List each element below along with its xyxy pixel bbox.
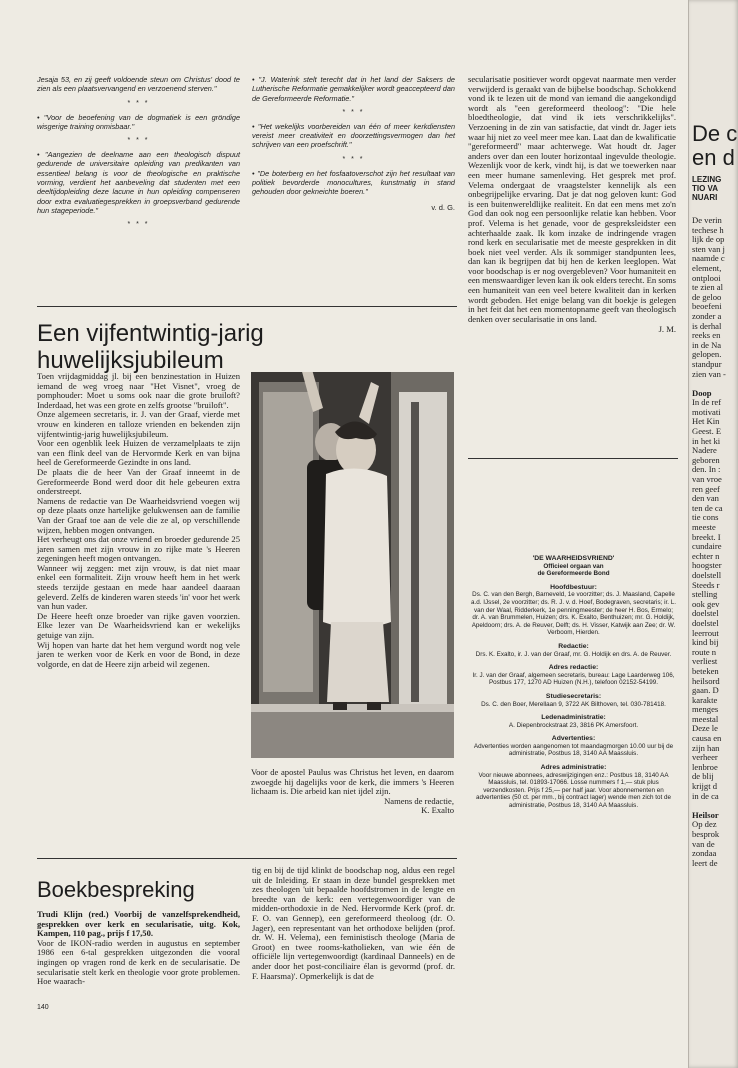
next-page-line: reeks en (692, 330, 721, 341)
quote: Jesaja 53, en zij geeft voldoende steun om Christus' dood te zien als een plaatsvervangend en verzoenend sterven." (37, 75, 240, 94)
colophon-heading: Studiesecretaris: (545, 692, 602, 700)
review-column-2 (252, 866, 455, 981)
colophon-heading: Adres administratie: (540, 764, 607, 772)
column-1-quotes (37, 75, 240, 234)
jubilee-article (37, 372, 240, 669)
quote: • "Aangezien de deelname aan een theologisch dispuut gedurende de universitaire opleiding van predikanten van essentieel belang is voor de theologische en praktische vorming, verdient het aanbeveling dat studenten met een deeltijdopleiding deze lacune in hun opleiding compenseren door extra evaluatiegesprekken in groepsverband gedurende hun stageperiode." (37, 150, 240, 215)
next-page-line: ontplooi (692, 272, 721, 283)
next-page-line: Nadere (692, 445, 717, 456)
caption-signature-name: K. Exalto (421, 805, 454, 816)
signature: J. M. (658, 324, 676, 335)
next-page-line: ook gev (692, 598, 720, 609)
next-page-line: krijgt d (692, 781, 718, 792)
review-text: Voor de IKON-radio werden in augustus en september 1986 een 6-tal gesprekken uitgezonden die vooral ingingen op vragen rond de kerk en de secularisatie. De secularisatie stelt kerk en theologie voor grote problemen. Hoe waarach- (37, 937, 240, 987)
next-page-line: doelstel (692, 617, 719, 628)
paragraph: Wij hopen van harte dat het hem vergund wordt nog vele jaren te werken voor de Kerk en voor de Bond, in deze volgorde, en dat de Heere zijn arbeid wil zegenen. (37, 639, 240, 669)
next-page-line: standpur (692, 358, 722, 369)
separator-stars: * * * (127, 221, 150, 229)
colophon-subtitle: Officieel orgaan van (543, 562, 604, 570)
next-page-line: zonder a (692, 310, 722, 321)
next-page-line: naamde c (692, 253, 725, 264)
next-page-line: tie cons (692, 512, 719, 523)
next-page-line: van de (692, 838, 715, 849)
next-page-line: kind bij (692, 637, 719, 648)
separator-stars: * * * (127, 137, 150, 145)
quote: • "De boterberg en het fosfaatoverschot zijn het resultaat van politiek bevorderde monocultures, kunstmatig in stand gehouden door gekneichte boeren." (252, 168, 455, 197)
review-title: Boekbespreking (37, 877, 195, 902)
next-page-line: de geloo (692, 291, 722, 302)
next-page-line: doelstell (692, 569, 722, 580)
next-page-line: den. In : (692, 464, 721, 475)
next-page-line: leert de (692, 857, 718, 868)
next-page-line: heilsord (692, 675, 720, 686)
next-page-line: lijk de op (692, 234, 725, 245)
colophon-heading: Advertenties: (551, 735, 596, 743)
colophon-text: Voor nieuwe abonnees, adreswijzigingen enz.: Postbus 18, 3140 AA Maassluis, tel. 01893-17066. Losse nummers f 1,— stuk plus verzendkosten. Prijs f 25,— per half jaar. Voor abonnementen en advertenties (50 ct. per mm., bij contract lager) wende men zich tot de administratie, Postbus 18, 3140 AA Maassluis. (476, 771, 671, 810)
next-page-line: gaan. D (692, 685, 719, 696)
next-page-line: Doop (692, 387, 712, 398)
paragraph: De plaats die de heer Van der Graaf inneemt in de Gereformeerde Bond werd door dit hele gebeuren extra onderstreept. (37, 466, 240, 497)
review-text: tig en bij de tijd klinkt de boodschap nog, aldus een regel uit de Inleiding. Er staan in deze bundel gesprekken met zes theologen 'uit bepaalde hoofdstromen in de lengte en breedte van de kerk: een vertegenwoordiger van de midden-orthodoxie in de Ned. Hervormde Kerk (prof. dr. F. O. van Gennep), een gereformeerd theoloog (dr. O. Jager), een representant van het orthodoxe belijden (prof. dr. W. H. Velema), een feministisch theologe (Maria de Groot) en twee rooms-katholieken, van wie één de officiële lijn vertegenwoordigt (kardinaal Danneels) en de ander door het post-conciliaire élan is gevormd (prof. dr. F. Haarsma)'. Opmerkelijk is dat de (252, 865, 455, 981)
next-page-line: te zien al (692, 282, 724, 293)
column-3-article (468, 75, 676, 334)
next-page-line: echter n (692, 550, 720, 561)
next-page-line: lenbroe (692, 761, 718, 772)
next-page-line: route n (692, 646, 717, 657)
next-page-line: techese h (692, 224, 724, 235)
next-page-line: karakte (692, 694, 718, 705)
review-column-1 (37, 910, 240, 987)
next-page-line: beoefeni (692, 301, 722, 312)
next-page-line: verheer (692, 752, 718, 763)
colophon-heading: Hoofdbestuur: (550, 583, 597, 591)
next-page-line: geboren (692, 454, 720, 465)
colophon-text: Ir. J. van der Graaf, algemeen secretaris, bureau: Lage Laarderweg 106, Postbus 177, 1270 AD Huizen (N.H.), telefoon 02152-54199. (472, 671, 675, 687)
separator-stars: * * * (342, 108, 365, 116)
next-page-line: de blij (692, 771, 714, 782)
colophon-heading: Adres redactie: (548, 664, 599, 672)
next-page-subtitle: NUARI (692, 193, 718, 202)
colophon-subtitle: de Gereformeerde Bond (537, 570, 610, 578)
colophon-title: 'DE WAARHEIDSVRIEND' (532, 555, 615, 562)
next-page-line: verliest (692, 656, 718, 667)
paragraph: De Heere heeft onze broeder van rijke gaven voorzien. Elke lezer van De Waarheidsvriend kan er wekelijks getuige van zijn. (37, 610, 240, 641)
paragraph: Onze algemeen secretaris, ir. J. van der Graaf, vierde met vrouw en kinderen en talloze vrienden en bekenden zijn vijfentwintig-jarig huwelijksjubileum. (37, 409, 240, 439)
next-page-body (692, 216, 738, 868)
separator-stars: * * * (342, 155, 365, 163)
caption-signature-line: Namens de redactie, (384, 795, 454, 806)
next-page-line: Geest. E (692, 426, 722, 437)
next-page-line: is derhal (692, 320, 722, 331)
paragraph: Toen vrijdagmiddag jl. bij een benzinestation in Huizen iemand de weg vroeg naar "Het Visnet", vroeg de pomphouder: Moet u soms ook naar die grote bruiloft? Inderdaad, het was een grote en zelfs grootse "bruiloft". (37, 371, 240, 410)
next-page-line: gelopen. (692, 349, 722, 360)
next-page-line: cundaire (692, 541, 722, 552)
paragraph: Wanneer wij zeggen: met zijn vrouw, is dat niet maar enkel een formaliteit. Zijn vrouw heeft hem in het werk steeds terzijde gestaan en mede haar aandeel daaraan geleverd. Zelfs de kinderen waren steeds 'in' voor het werk van hun vader. (37, 562, 240, 612)
next-page-line: Heilsor (692, 809, 719, 820)
next-page-line: besprok (692, 829, 720, 839)
colophon-text: Drs. K. Exalto, ir. J. van der Graaf, mr. G. Holdijk en drs. A. de Reuver. (475, 650, 672, 658)
review-heading: Trudi Klijn (red.) Voorbij de vanzelfsprekendheid, gesprekken over kerk en secularisatie, uitg. Kok, Kampen, 110 pag., prijs f 17,50. (37, 909, 240, 939)
colophon-heading: Ledenadministratie: (541, 714, 606, 722)
next-page-line: De verin (692, 216, 722, 225)
next-page-line: element, (692, 262, 722, 273)
caption-text: Voor de apostel Paulus was Christus het leven, en daarom zwoegde hij dagelijks voor de kerk, die immers 's Heeren lichaam is. Die arbeid kan niet ijdel zijn. (251, 767, 454, 797)
quote: • "J. Waterink stelt terecht dat in het land der Saksers de Lutherische Reformatie gemakkelijker wordt geaccepteerd dan de Gereformeerde Reformatie." (252, 75, 455, 103)
colophon-text: Ds. C. van den Bergh, Barneveld, 1e voorzitter; ds. J. Maasland, Capelle a.d. IJssel, 2e voorzitter; ds. R. J. v. d. Hoef, Bodegraven, secretaris; ir. L. van der Waal, Ridderkerk, 1e penningmeester; de heer H. Bos, Ermelo; dr. A. van Brummelen, Huizen; drs. K. Exalto, Benthuizen; mr. G. Holdijk, Apeldoorn; drs. A. de Reuver, Delft; ds. H. Visser, Katwijk aan Zee; dr. W. Verboom, Hierden. (471, 591, 676, 637)
page-number: 140 (37, 1004, 49, 1011)
colophon-text: Advertenties worden aangenomen tot maandagmorgen 10.00 uur bij de administratie, Postbus 18, 3140 AA Maassluis. (473, 742, 674, 758)
next-page-line: van vroe (692, 474, 722, 485)
colophon-box (470, 555, 677, 810)
divider (37, 858, 457, 859)
next-page-title-line: en d (692, 145, 735, 170)
next-page-subtitle: TIO VA (692, 184, 719, 193)
next-page-line: Op dez (692, 819, 717, 830)
colophon-text: Ds. C. den Boer, Merellaan 9, 3722 AK Bilthoven, tel. 030-781418. (481, 700, 666, 708)
next-page-line: meestal (692, 713, 719, 724)
next-page-line: stelling (692, 589, 718, 600)
quote: • "Voor de beoefening van de dogmatiek is een gröndige wisgerige training onmisbaar." (37, 112, 240, 131)
paragraph: Het verheugt ons dat onze vriend en broeder gedurende 25 jaren samen met zijn vrouw in zo rijke mate 's Heeren zegeningen heeft mogen ontvangen. (37, 534, 240, 564)
jubilee-title: Een vijfentwintig-jarig huwelijksjubileum (37, 320, 264, 374)
next-page-line: menges (692, 704, 719, 715)
next-page-line: den van (692, 493, 719, 504)
next-page-line: beteken (692, 665, 719, 676)
next-page-line: ten de ca (692, 502, 723, 513)
divider (37, 306, 457, 307)
next-page-line: zien van - (692, 368, 726, 379)
colophon-heading: Redactie: (558, 642, 589, 650)
separator-stars: * * * (127, 99, 150, 107)
paragraph: Namens de redactie van De Waarheidsvriend voegen wij op deze plaats onze hartelijke gelukwensen aan de familie Van der Graaf toe aan de vele die ze al, op verschillende wijzen, hebben mogen ontvangen. (37, 495, 240, 535)
next-page-line: causa en (692, 733, 722, 744)
colophon-text: A. Diepenbrockstraat 23, 3816 PK Amersfoort. (508, 721, 639, 729)
next-page-line: ren geef (692, 483, 720, 494)
next-page-line: zondaa (692, 848, 717, 859)
column-2-quotes (252, 75, 455, 212)
quote: • "Het wekelijks voorbereiden van één of meer kerkdiensten vereist meer creativiteit en doorzettingsvermogen dan het schrijven van een proefschrift." (252, 121, 455, 150)
next-page-line: breekt. I (692, 531, 721, 542)
next-page-line: Het Kin (692, 416, 720, 427)
next-page-line: sten van j (692, 243, 725, 254)
next-page-line: In de ref (692, 397, 722, 408)
next-page-line: Steeds r (692, 579, 720, 590)
next-page-line: in het ki (692, 435, 721, 446)
next-page-line: zijn han (692, 742, 720, 753)
paragraph: Voor een ogenblik leek Huizen de verzamelplaats te zijn van een flink deel van de Hervormde Kerk en van bijna heel de Gereformeerde Gezindte in ons land. (37, 438, 240, 468)
next-page-line: Deze le (692, 723, 718, 734)
divider (468, 458, 678, 459)
next-page-line: motivati (692, 406, 721, 417)
signature: v. d. G. (431, 202, 455, 212)
article-text: secularisatie positiever wordt opgevat naarmate men verder verwijderd is geraakt van de bijbelse boodschap. Schokkend vond ik te lezen uit de mond van iemand die aangekondigd wordt als "een gereformeerd theoloog": "Die hele bloedtheologie, dat vind ik iets verschrikkelijks". Verzoening in de zin van satisfactie, dat vindt dr. Jager iets waar hij niet zo veel meer mee kan. Laat dan de kwalificatie "gereformeerd" maar achterwege. Wat houdt dr. Jager anders over dan een louter horizontaal ingevulde theologie. Wezenlijk voor de kerk, vindt hij, is dat we toewerken naar een meer humane samenleving. Het gesprek met prof. Velema ondergaat de vraagstelster kennelijk als een onbegrijpelijke ervaring. Dat je dat nog geloven kunt: God is een buitenwereldlijke realiteit. En dat een mens met zo'n God dan ook nog een persoonlijke relatie kan hebben. Voor prof. Velema is het genade, voor de gespreksleidster een achterhaalde zaak. Ik kom inzake de indringende vragen rond kerk en secularisatie met de meeste gesprekken in dit boek niet veel verder. Als ik sommiger standpunten lees, dan kan ik begrijpen dat bij hen de kerken leeglopen. Wat voor boodschap is er nog overgebleven? Voor humaniteit en een menswaardiger leven kan ik ook elders terecht. En soms een humaniteit van een veel betere kwaliteit dan in kerken wordt geboden. Het enige belang van dit boekje is gelegen in het feit dat het een momentopname geeft van theologisch denken over secularisatie in ons land. (468, 74, 676, 324)
next-page-title-line: De c (692, 121, 738, 146)
next-page-line: leerrout (692, 627, 719, 638)
next-page-line: hoogster (692, 560, 722, 571)
next-page-line: doelstel (692, 608, 719, 619)
photo-caption (251, 768, 454, 816)
next-page-line: in de ca (692, 790, 719, 801)
next-page-line: in de Na (692, 339, 722, 350)
next-page-line: meeste (692, 522, 716, 532)
photo-illustration (251, 372, 454, 758)
next-page-subtitle: LEZING (692, 175, 722, 184)
couple-photo (251, 372, 454, 758)
